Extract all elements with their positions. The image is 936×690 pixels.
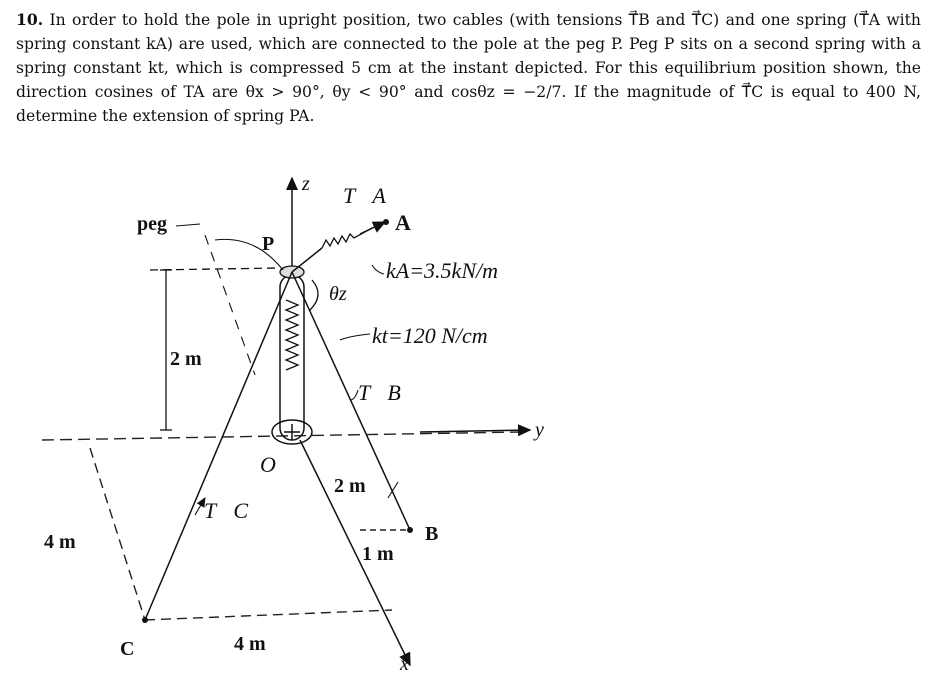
axis-x-label: x (400, 653, 409, 675)
cable-TC (145, 272, 292, 620)
point-A (383, 219, 389, 225)
kt-label: kt=120 N/cm (372, 323, 488, 348)
dim-4m-bottom-label: 4 m (234, 633, 266, 655)
spring-PA-line (292, 248, 322, 272)
dim-2m-height-label: 2 m (170, 348, 202, 370)
spring-kA (322, 228, 372, 248)
TA-label: T⃗A (343, 183, 386, 208)
spring-kt (286, 300, 298, 370)
TB-label: T⃗B (358, 380, 401, 405)
problem-number: 10. (16, 10, 44, 29)
A-label: A (395, 210, 411, 235)
ground-plane (42, 432, 520, 620)
axis-z-label: z (302, 173, 310, 195)
TC-label: T⃗C (204, 498, 249, 523)
problem-text: In order to hold the pole in upright position, two cables (with tensions T⃗B and T⃗C) and one spring (T⃗A with spring constant kA) are used, which are connected to the pole at the peg P. Peg P sits on a second spring with a spring constant kt, which is compressed 5 cm at the instant depicted. For this equilibrium position shown, the direction cosines of TA are θx > 90°, θy < 90° and cosθz = −2/7. If the magnitude of T⃗C is equal to 400 N, determine the extension of spring PA. (16, 11, 921, 125)
peg-label: peg (137, 213, 167, 235)
O-label: O (260, 452, 276, 477)
B-label: B (425, 523, 439, 545)
axis-y-label: y (535, 419, 544, 441)
kA-label: kA=3.5kN/m (386, 258, 498, 283)
theta-z-label: θz (329, 283, 347, 305)
C-label: C (120, 638, 135, 660)
dim-1m-label: 1 m (362, 543, 394, 565)
point-B (407, 527, 413, 533)
point-C (142, 617, 148, 623)
P-label: P (262, 233, 275, 255)
pole (272, 275, 312, 444)
dim-4m-left-label: 4 m (44, 531, 76, 553)
theta-z-arc (310, 280, 318, 310)
TA-arrow (360, 222, 385, 234)
dim-2m-y-label: 2 m (334, 475, 366, 497)
